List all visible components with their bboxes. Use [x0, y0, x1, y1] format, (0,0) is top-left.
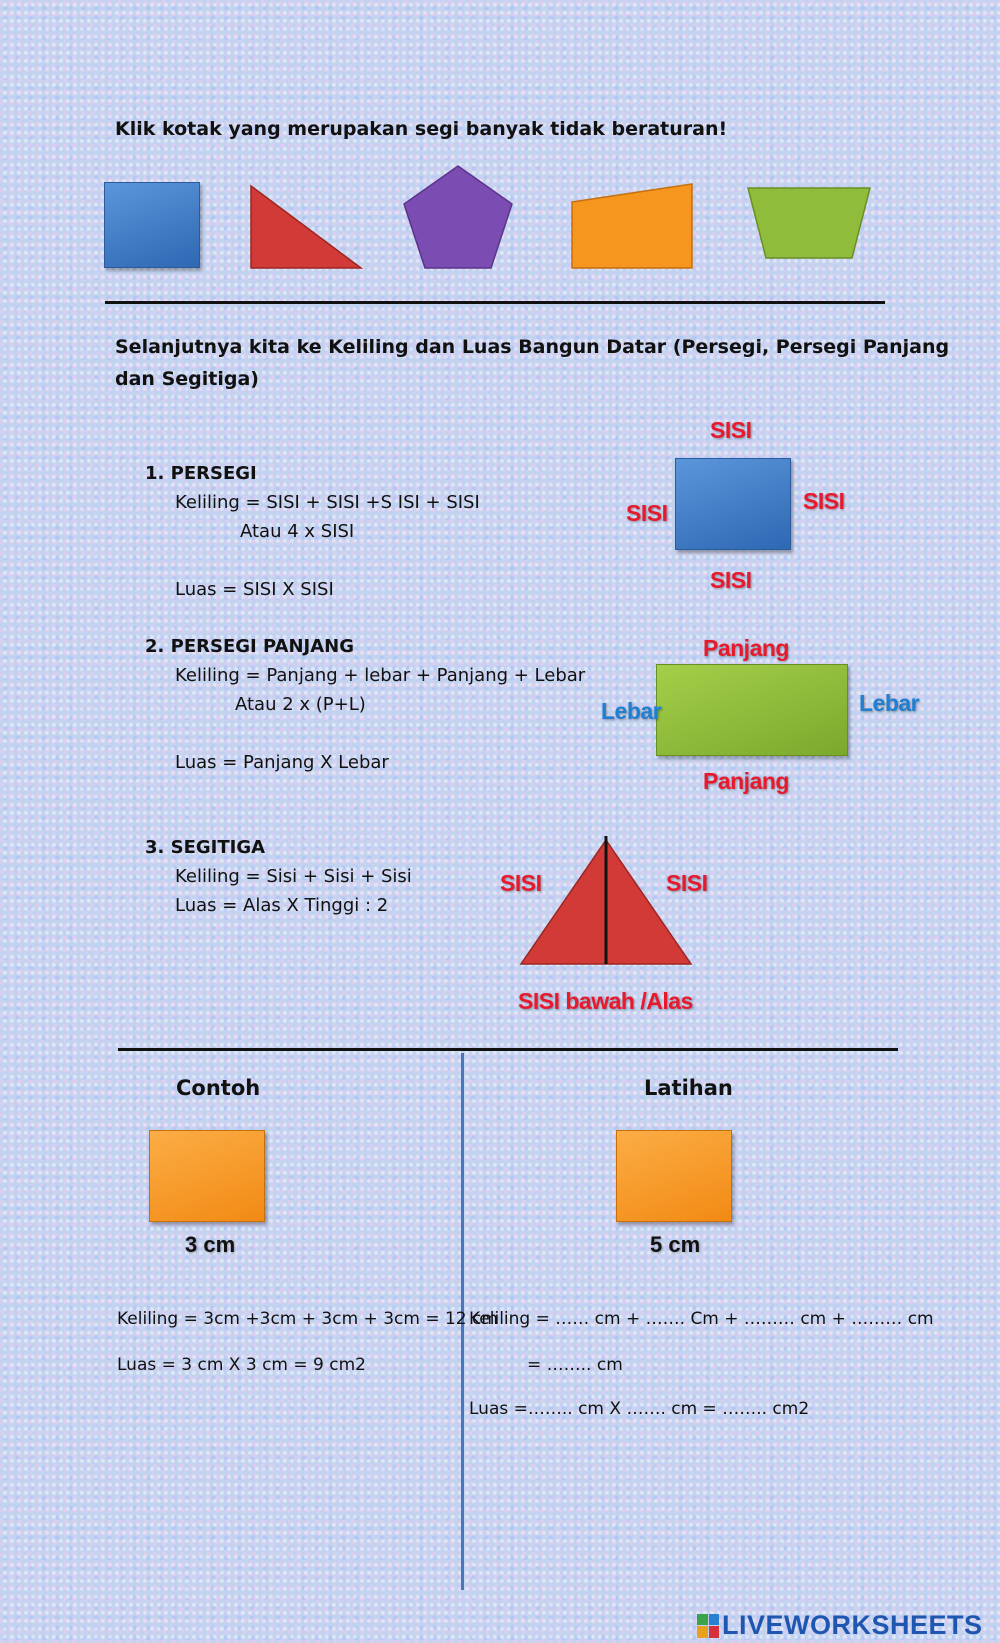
segitiga-keliling: Keliling = Sisi + Sisi + Sisi [175, 866, 412, 887]
bottom-divider [118, 1048, 898, 1051]
persegi-label-left: SISI [626, 500, 668, 526]
irregular-quadrilateral-shape-option[interactable] [568, 180, 696, 272]
segitiga-title: 3. SEGITIGA [145, 837, 266, 858]
persegi-panjang-label-left: Lebar [601, 698, 662, 724]
square-shape-option[interactable] [104, 182, 200, 268]
contoh-size-label: 3 cm [185, 1232, 236, 1257]
persegi-panjang-atau: Atau 2 x (P+L) [235, 694, 366, 715]
liveworksheets-brand[interactable] [697, 1610, 983, 1641]
section-divider [105, 301, 885, 304]
latihan-square-figure [616, 1130, 732, 1222]
persegi-panjang-rectangle-figure [656, 664, 848, 756]
persegi-luas: Luas = SISI X SISI [175, 579, 334, 600]
persegi-label-right: SISI [803, 488, 845, 514]
persegi-panjang-title: 2. PERSEGI PANJANG [145, 636, 354, 657]
persegi-panjang-luas: Luas = Panjang X Lebar [175, 752, 389, 773]
persegi-label-bottom: SISI [710, 567, 752, 593]
contoh-luas: Luas = 3 cm X 3 cm = 9 cm2 [117, 1355, 366, 1375]
contoh-heading: Contoh [176, 1076, 261, 1100]
persegi-title: 1. PERSEGI [145, 463, 257, 484]
persegi-atau: Atau 4 x SISI [240, 521, 355, 542]
liveworksheets-logo-icon [697, 1614, 719, 1638]
contoh-square-figure [149, 1130, 265, 1222]
segitiga-triangle-figure [515, 832, 695, 968]
persegi-panjang-keliling: Keliling = Panjang + lebar + Panjang + Lebar [175, 665, 586, 686]
trapezoid-shape-option[interactable] [744, 184, 874, 262]
latihan-heading: Latihan [644, 1076, 733, 1100]
intro-line-2: dan Segitiga) [115, 368, 259, 390]
persegi-panjang-label-right: Lebar [859, 690, 920, 716]
segitiga-label-right: SISI [666, 870, 708, 896]
persegi-keliling: Keliling = SISI + SISI +S ISI + SISI [175, 492, 480, 513]
pentagon-shape-option[interactable] [398, 162, 518, 272]
latihan-size-label: 5 cm [650, 1232, 701, 1257]
latihan-keliling: Keliling = …… cm + ……. Cm + ……… cm + ……… cm [469, 1309, 934, 1329]
right-triangle-shape-option[interactable] [245, 180, 365, 272]
latihan-result: = …….. cm [527, 1355, 623, 1375]
contoh-keliling: Keliling = 3cm +3cm + 3cm + 3cm = 12 cm [117, 1309, 498, 1329]
segitiga-luas: Luas = Alas X Tinggi : 2 [175, 895, 389, 916]
instruction-text: Klik kotak yang merupakan segi banyak tidak beraturan! [115, 118, 728, 140]
segitiga-label-left: SISI [500, 870, 542, 896]
liveworksheets-name: LIVEWORKSHEETS [722, 1610, 983, 1640]
persegi-square-figure [675, 458, 791, 550]
latihan-luas: Luas =…….. cm X ……. cm = …….. cm2 [469, 1399, 810, 1419]
segitiga-label-bottom: SISI bawah /Alas [518, 988, 693, 1014]
intro-line-1: Selanjutnya kita ke Keliling dan Luas Bangun Datar (Persegi, Persegi Panjang [115, 336, 950, 358]
persegi-label-top: SISI [710, 417, 752, 443]
persegi-panjang-label-bottom: Panjang [703, 768, 789, 794]
persegi-panjang-label-top: Panjang [703, 635, 789, 661]
